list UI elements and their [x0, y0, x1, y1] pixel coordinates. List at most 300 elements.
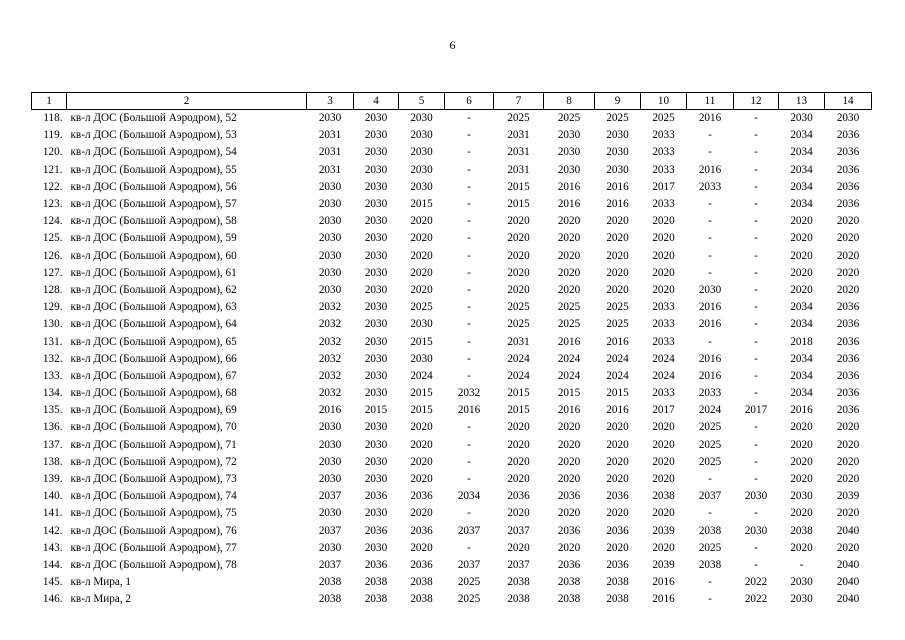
- year-cell: -: [708, 249, 712, 262]
- year-cell: 2037: [457, 524, 481, 537]
- table-row: [32, 505, 872, 522]
- table-row: [32, 248, 872, 265]
- table-row: [32, 127, 872, 144]
- year-cell: 2020: [652, 507, 675, 520]
- year-cell: 2030: [364, 266, 388, 279]
- year-cell: 2020: [836, 473, 860, 486]
- year-cell: 2030: [790, 490, 813, 503]
- year-cell: 2037: [457, 558, 481, 571]
- table-row: [32, 265, 872, 282]
- row-number-cell: 118.: [43, 112, 63, 125]
- year-cell: 2031: [507, 129, 530, 142]
- address-cell: кв-л ДОС (Большой Аэродром), 71: [70, 438, 237, 451]
- year-cell: 2030: [364, 215, 388, 228]
- row-number-cell: 133.: [42, 369, 63, 382]
- year-cell: 2020: [410, 266, 433, 279]
- year-cell: 2030: [364, 198, 388, 211]
- year-cell: 2030: [318, 249, 342, 262]
- year-cell: 2022: [744, 576, 768, 589]
- year-cell: 2024: [606, 352, 629, 365]
- year-cell: 2036: [507, 490, 530, 503]
- year-cell: 2020: [652, 249, 675, 262]
- year-cell: -: [467, 283, 471, 296]
- year-cell: 2030: [364, 421, 388, 434]
- address-cell: кв-л Мира, 1: [70, 576, 132, 589]
- table-row: [32, 179, 872, 196]
- year-cell: 2033: [698, 387, 722, 400]
- year-cell: -: [754, 369, 758, 382]
- column-header-7: 7: [494, 93, 544, 110]
- year-cell: -: [754, 455, 758, 468]
- year-cell: 2020: [410, 507, 433, 520]
- year-cell: 2020: [790, 473, 813, 486]
- table-row: [32, 230, 872, 247]
- row-number-cell: 134.: [42, 387, 63, 400]
- year-cell: 2030: [364, 369, 388, 382]
- year-cell: 2020: [557, 249, 581, 262]
- year-cell: 2030: [364, 507, 388, 520]
- year-cell: 2020: [507, 283, 530, 296]
- row-number-cell: 138.: [42, 455, 63, 468]
- year-cell: 2036: [606, 524, 629, 537]
- year-cell: 2020: [606, 249, 629, 262]
- column-header-5: 5: [399, 93, 445, 110]
- year-cell: 2030: [364, 541, 388, 554]
- year-cell: 2020: [652, 232, 675, 245]
- year-cell: 2039: [652, 524, 675, 537]
- year-cell: -: [754, 558, 758, 571]
- year-cell: 2017: [744, 404, 768, 417]
- year-cell: 2020: [557, 232, 581, 245]
- year-cell: 2020: [557, 421, 581, 434]
- year-cell: 2030: [364, 163, 388, 176]
- year-cell: 2025: [698, 421, 722, 434]
- year-cell: 2036: [836, 146, 860, 159]
- year-cell: 2036: [836, 163, 860, 176]
- year-cell: 2024: [557, 352, 581, 365]
- year-cell: 2031: [507, 146, 530, 159]
- year-cell: -: [467, 318, 471, 331]
- year-cell: 2030: [318, 180, 342, 193]
- year-cell: 2025: [457, 593, 481, 606]
- row-number-cell: 141.: [42, 507, 63, 520]
- year-cell: 2030: [606, 163, 629, 176]
- year-cell: 2033: [652, 335, 675, 348]
- year-cell: 2020: [606, 232, 629, 245]
- row-number-cell: 132.: [42, 352, 63, 365]
- row-number-cell: 123.: [42, 198, 63, 211]
- table-row: [32, 144, 872, 161]
- row-number-cell: 137.: [42, 438, 63, 451]
- year-cell: 2030: [410, 163, 433, 176]
- year-cell: 2020: [507, 232, 530, 245]
- year-cell: -: [467, 215, 471, 228]
- year-cell: 2016: [606, 198, 629, 211]
- address-cell: кв-л ДОС (Большой Аэродром), 54: [70, 146, 237, 159]
- year-cell: 2030: [744, 524, 768, 537]
- year-cell: 2030: [364, 146, 388, 159]
- year-cell: 2016: [698, 112, 722, 125]
- row-number-cell: 122.: [42, 180, 63, 193]
- year-cell: 2020: [836, 421, 860, 434]
- year-cell: 2020: [507, 473, 530, 486]
- table-row: [32, 437, 872, 454]
- year-cell: 2016: [557, 404, 581, 417]
- year-cell: 2038: [410, 576, 433, 589]
- year-cell: 2030: [410, 146, 433, 159]
- address-cell: кв-л ДОС (Большой Аэродром), 73: [70, 473, 237, 486]
- year-cell: -: [754, 301, 758, 314]
- year-cell: 2020: [606, 541, 629, 554]
- year-cell: 2030: [364, 335, 388, 348]
- year-cell: -: [754, 318, 758, 331]
- row-number-cell: 144.: [42, 558, 63, 571]
- address-cell: кв-л ДОС (Большой Аэродром), 68: [70, 387, 237, 400]
- year-cell: 2030: [364, 473, 388, 486]
- year-cell: 2017: [652, 180, 675, 193]
- year-cell: 2020: [507, 215, 530, 228]
- year-cell: 2032: [457, 387, 481, 400]
- year-cell: 2037: [318, 524, 342, 537]
- year-cell: -: [467, 198, 471, 211]
- year-cell: -: [467, 129, 471, 142]
- year-cell: 2030: [410, 129, 433, 142]
- year-cell: 2020: [652, 283, 675, 296]
- row-number-cell: 146.: [42, 593, 63, 606]
- year-cell: 2033: [652, 318, 675, 331]
- year-cell: 2037: [318, 558, 342, 571]
- address-cell: кв-л ДОС (Большой Аэродром), 72: [70, 455, 237, 468]
- year-cell: -: [467, 438, 471, 451]
- row-number-cell: 135.: [42, 404, 63, 417]
- year-cell: 2034: [790, 129, 813, 142]
- year-cell: 2024: [507, 369, 530, 382]
- year-cell: 2030: [790, 593, 813, 606]
- year-cell: 2033: [698, 180, 722, 193]
- year-cell: 2020: [606, 283, 629, 296]
- year-cell: 2030: [410, 318, 433, 331]
- address-cell: кв-л ДОС (Большой Аэродром), 60: [70, 249, 237, 262]
- year-cell: 2020: [652, 421, 675, 434]
- address-cell: кв-л ДОС (Большой Аэродром), 67: [70, 369, 237, 382]
- table-header-row: [32, 93, 872, 110]
- year-cell: 2039: [836, 490, 860, 503]
- year-cell: 2020: [790, 455, 813, 468]
- table-row: [32, 557, 872, 574]
- year-cell: 2030: [318, 198, 342, 211]
- table-row: [32, 574, 872, 591]
- year-cell: 2034: [457, 490, 481, 503]
- year-cell: 2020: [410, 249, 433, 262]
- year-cell: 2036: [557, 524, 581, 537]
- year-cell: 2016: [698, 163, 722, 176]
- year-cell: 2016: [606, 404, 629, 417]
- year-cell: 2020: [557, 507, 581, 520]
- year-cell: 2033: [652, 301, 675, 314]
- year-cell: -: [467, 541, 471, 554]
- year-cell: 2015: [557, 387, 581, 400]
- year-cell: 2032: [318, 335, 342, 348]
- year-cell: -: [708, 593, 712, 606]
- year-cell: -: [754, 473, 758, 486]
- year-cell: 2037: [507, 558, 530, 571]
- year-cell: 2025: [557, 112, 581, 125]
- year-cell: 2037: [698, 490, 722, 503]
- year-cell: 2036: [557, 558, 581, 571]
- year-cell: 2020: [410, 232, 433, 245]
- year-cell: 2036: [606, 558, 629, 571]
- year-cell: 2016: [652, 576, 675, 589]
- year-cell: 2020: [836, 455, 860, 468]
- address-cell: кв-л ДОС (Большой Аэродром), 59: [70, 232, 237, 245]
- year-cell: 2034: [790, 387, 813, 400]
- year-cell: 2030: [318, 283, 342, 296]
- table-row: [32, 213, 872, 230]
- address-cell: кв-л ДОС (Большой Аэродром), 53: [70, 129, 237, 142]
- year-cell: 2034: [790, 163, 813, 176]
- year-cell: 2030: [606, 129, 629, 142]
- year-cell: 2016: [698, 369, 722, 382]
- row-number-cell: 119.: [43, 129, 63, 142]
- year-cell: 2025: [698, 455, 722, 468]
- year-cell: 2015: [364, 404, 388, 417]
- year-cell: 2018: [790, 335, 813, 348]
- year-cell: 2038: [364, 576, 388, 589]
- year-cell: -: [467, 146, 471, 159]
- year-cell: -: [754, 387, 758, 400]
- address-cell: кв-л Мира, 2: [70, 593, 132, 606]
- year-cell: 2025: [606, 318, 629, 331]
- year-cell: 2025: [698, 541, 722, 554]
- year-cell: 2020: [790, 541, 813, 554]
- year-cell: 2030: [364, 455, 388, 468]
- year-cell: 2020: [790, 266, 813, 279]
- year-cell: 2016: [698, 352, 722, 365]
- year-cell: 2031: [318, 129, 342, 142]
- year-cell: -: [754, 180, 758, 193]
- year-cell: 2020: [507, 266, 530, 279]
- year-cell: 2038: [364, 593, 388, 606]
- year-cell: 2025: [557, 318, 581, 331]
- year-cell: -: [799, 558, 804, 571]
- year-cell: 2025: [457, 576, 481, 589]
- year-cell: 2016: [557, 198, 581, 211]
- year-cell: 2036: [836, 369, 860, 382]
- year-cell: 2020: [652, 266, 675, 279]
- year-cell: 2030: [318, 473, 342, 486]
- year-cell: 2040: [836, 524, 860, 537]
- year-cell: -: [467, 473, 471, 486]
- year-cell: 2020: [507, 507, 530, 520]
- year-cell: 2020: [606, 421, 629, 434]
- year-cell: 2020: [652, 215, 675, 228]
- year-cell: -: [467, 421, 471, 434]
- year-cell: 2020: [606, 438, 629, 451]
- year-cell: 2016: [698, 318, 722, 331]
- year-cell: 2030: [364, 318, 388, 331]
- column-header-1: 1: [32, 93, 67, 110]
- year-cell: 2022: [744, 593, 768, 606]
- column-header-9: 9: [595, 93, 641, 110]
- year-cell: 2016: [606, 335, 629, 348]
- year-cell: 2025: [606, 301, 629, 314]
- year-cell: 2020: [790, 232, 813, 245]
- year-cell: 2020: [652, 438, 675, 451]
- column-header-2: 2: [67, 93, 307, 110]
- year-cell: 2038: [318, 593, 342, 606]
- year-cell: -: [754, 146, 758, 159]
- year-cell: 2020: [557, 283, 581, 296]
- year-cell: 2020: [507, 438, 530, 451]
- table-row: [32, 282, 872, 299]
- column-header-13: 13: [779, 93, 825, 110]
- address-cell: кв-л ДОС (Большой Аэродром), 70: [70, 421, 237, 434]
- address-cell: кв-л ДОС (Большой Аэродром), 57: [70, 198, 237, 211]
- row-number-cell: 124.: [42, 215, 63, 228]
- year-cell: -: [754, 507, 758, 520]
- year-cell: 2034: [790, 180, 813, 193]
- year-cell: 2030: [557, 163, 581, 176]
- year-cell: -: [708, 215, 712, 228]
- year-cell: 2020: [652, 455, 675, 468]
- year-cell: -: [708, 146, 712, 159]
- year-cell: -: [708, 266, 712, 279]
- address-cell: кв-л ДОС (Большой Аэродром), 58: [70, 215, 237, 228]
- year-cell: -: [754, 129, 758, 142]
- year-cell: 2038: [698, 524, 722, 537]
- year-cell: 2036: [836, 129, 860, 142]
- year-cell: -: [467, 507, 471, 520]
- year-cell: 2032: [318, 301, 342, 314]
- year-cell: 2020: [507, 455, 530, 468]
- schedule-table: [31, 92, 872, 608]
- year-cell: 2030: [318, 455, 342, 468]
- year-cell: 2036: [836, 301, 860, 314]
- year-cell: -: [708, 507, 712, 520]
- year-cell: 2015: [507, 180, 530, 193]
- year-cell: 2030: [606, 146, 629, 159]
- year-cell: -: [754, 438, 758, 451]
- year-cell: 2038: [652, 490, 675, 503]
- year-cell: 2030: [698, 283, 722, 296]
- address-cell: кв-л ДОС (Большой Аэродром), 52: [70, 112, 237, 125]
- table-row: [32, 316, 872, 333]
- year-cell: 2015: [410, 404, 433, 417]
- year-cell: 2031: [507, 335, 530, 348]
- year-cell: 2031: [318, 146, 342, 159]
- year-cell: 2015: [507, 198, 530, 211]
- year-cell: -: [467, 180, 471, 193]
- year-cell: 2030: [364, 352, 388, 365]
- year-cell: 2030: [318, 215, 342, 228]
- year-cell: -: [708, 129, 712, 142]
- table-row: [32, 419, 872, 436]
- year-cell: 2020: [836, 232, 860, 245]
- row-number-cell: 126.: [42, 249, 63, 262]
- year-cell: 2033: [652, 198, 675, 211]
- year-cell: 2034: [790, 301, 813, 314]
- year-cell: -: [708, 198, 712, 211]
- table-row: [32, 299, 872, 316]
- year-cell: 2024: [698, 404, 722, 417]
- year-cell: 2020: [606, 455, 629, 468]
- address-cell: кв-л ДОС (Большой Аэродром), 78: [70, 558, 237, 571]
- year-cell: 2020: [790, 283, 813, 296]
- year-cell: 2016: [698, 301, 722, 314]
- year-cell: 2030: [318, 266, 342, 279]
- address-cell: кв-л ДОС (Большой Аэродром), 77: [70, 541, 237, 554]
- year-cell: 2020: [836, 249, 860, 262]
- table-row: [32, 110, 872, 128]
- row-number-cell: 129.: [42, 301, 63, 314]
- year-cell: 2020: [557, 438, 581, 451]
- address-cell: кв-л ДОС (Большой Аэродром), 74: [70, 490, 237, 503]
- year-cell: -: [708, 335, 712, 348]
- year-cell: 2036: [836, 387, 860, 400]
- year-cell: -: [754, 249, 758, 262]
- address-cell: кв-л ДОС (Большой Аэродром), 76: [70, 524, 237, 537]
- year-cell: -: [754, 232, 758, 245]
- year-cell: -: [754, 352, 758, 365]
- year-cell: 2038: [507, 593, 530, 606]
- year-cell: 2030: [364, 438, 388, 451]
- year-cell: 2020: [606, 473, 629, 486]
- year-cell: -: [467, 163, 471, 176]
- year-cell: 2038: [507, 576, 530, 589]
- year-cell: 2034: [790, 352, 813, 365]
- year-cell: 2025: [507, 318, 530, 331]
- year-cell: 2040: [836, 558, 860, 571]
- year-cell: 2015: [410, 387, 433, 400]
- year-cell: 2025: [507, 112, 530, 125]
- year-cell: 2032: [318, 369, 342, 382]
- year-cell: 2015: [410, 198, 433, 211]
- table-row: [32, 591, 872, 608]
- year-cell: 2036: [836, 198, 860, 211]
- year-cell: 2038: [557, 576, 581, 589]
- address-cell: кв-л ДОС (Большой Аэродром), 64: [70, 318, 237, 331]
- year-cell: -: [467, 301, 471, 314]
- year-cell: -: [754, 112, 758, 125]
- address-cell: кв-л ДОС (Большой Аэродром), 65: [70, 335, 237, 348]
- year-cell: 2020: [790, 507, 813, 520]
- year-cell: 2040: [836, 576, 860, 589]
- year-cell: 2030: [744, 490, 768, 503]
- row-number-cell: 127.: [42, 266, 63, 279]
- table-row: [32, 402, 872, 419]
- year-cell: -: [467, 369, 471, 382]
- row-number-cell: 142.: [42, 524, 63, 537]
- year-cell: -: [754, 541, 758, 554]
- year-cell: 2020: [606, 507, 629, 520]
- year-cell: 2036: [836, 352, 860, 365]
- year-cell: 2030: [318, 438, 342, 451]
- year-cell: 2030: [364, 301, 388, 314]
- year-cell: 2030: [410, 112, 433, 125]
- column-header-14: 14: [825, 93, 872, 110]
- year-cell: 2020: [836, 266, 860, 279]
- year-cell: 2024: [606, 369, 629, 382]
- year-cell: 2032: [318, 318, 342, 331]
- year-cell: 2024: [652, 352, 675, 365]
- year-cell: 2020: [507, 541, 530, 554]
- year-cell: 2034: [790, 198, 813, 211]
- table-row: [32, 368, 872, 385]
- year-cell: 2015: [507, 404, 530, 417]
- year-cell: 2020: [410, 455, 433, 468]
- table-row: [32, 162, 872, 179]
- year-cell: -: [708, 232, 712, 245]
